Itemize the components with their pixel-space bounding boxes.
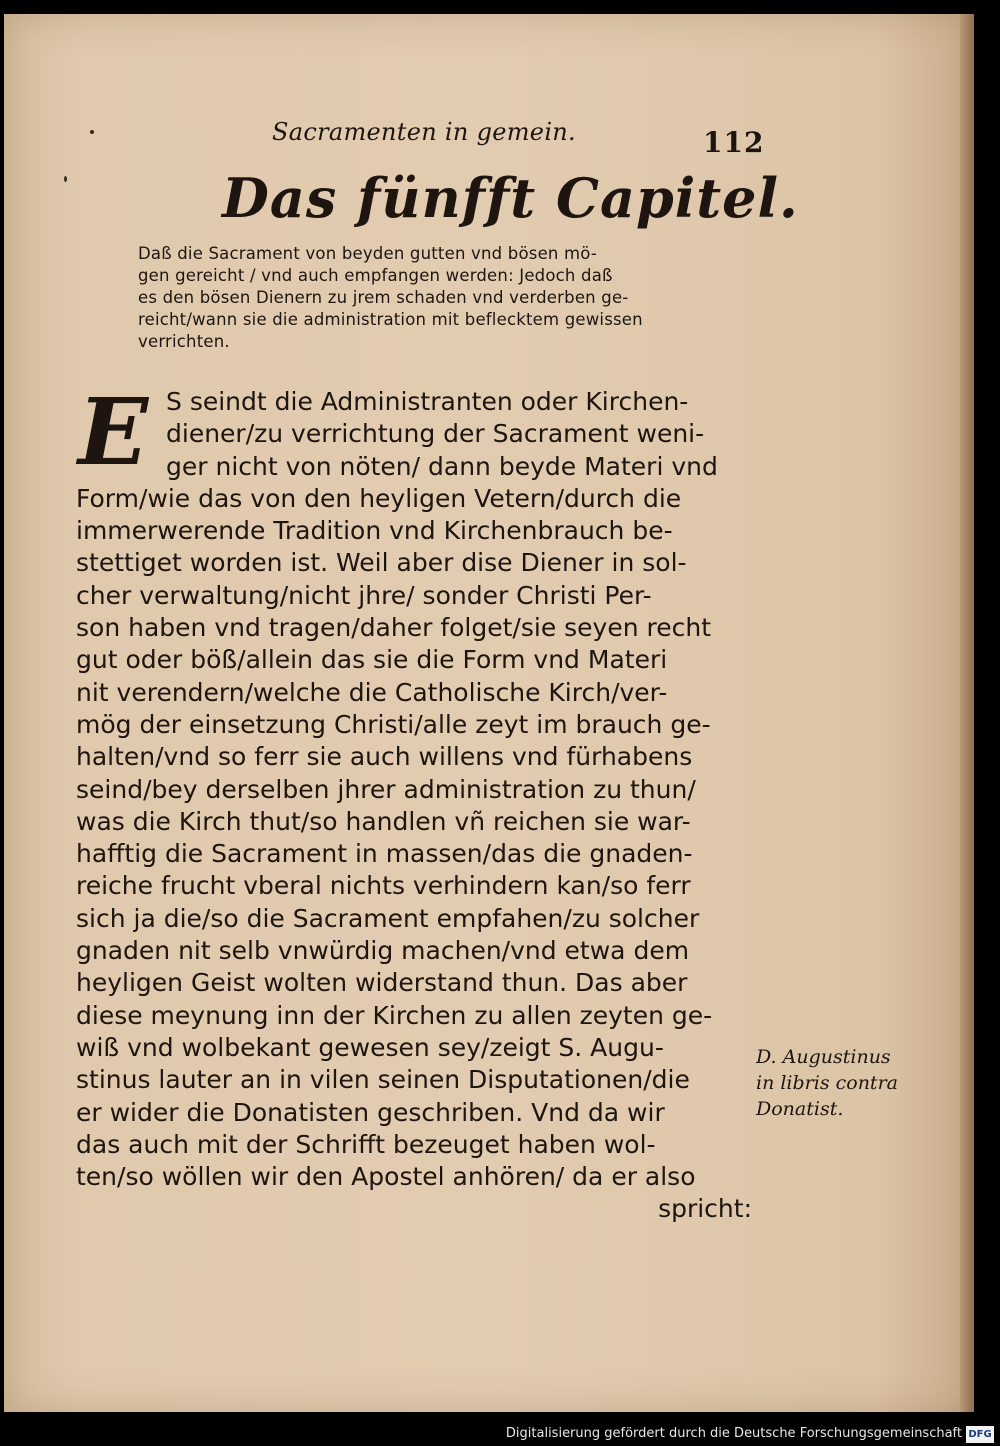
marginal-note-line: D. Augustinus — [756, 1046, 891, 1068]
running-head: Sacramenten in gemein. — [272, 118, 576, 146]
marginal-note — [756, 1044, 916, 1122]
summary-line: gen gereicht / vnd auch empfangen werden: Jedoch daß — [138, 266, 613, 285]
marginal-note-line: Donatist. — [756, 1098, 844, 1120]
body-line: ten/so wöllen wir den Apostel anhören/ da er also — [76, 1162, 696, 1192]
body-line: immerwerende Tradition vnd Kirchenbrauch be- — [76, 516, 673, 546]
summary-line: reicht/wann sie die administration mit beflecktem gewissen — [138, 310, 643, 329]
body-line: diese meynung inn der Kirchen zu allen zeyten ge- — [76, 1000, 713, 1030]
catchword: spricht: — [658, 1194, 752, 1224]
ink-speck — [64, 176, 67, 182]
body-line: diener/zu verrichtung der Sacrament weni- — [166, 419, 705, 449]
body-line: Form/wie das von den heyligen Vetern/durch die — [76, 483, 682, 513]
digitization-footer — [0, 1424, 1000, 1446]
body-line: stinus lauter an in vilen seinen Disputationen/die — [76, 1065, 690, 1095]
marginal-note-line: in libris contra — [756, 1072, 898, 1094]
ink-speck — [90, 130, 94, 134]
body-line: nit verendern/welche die Catholische Kirch/ver- — [76, 677, 668, 707]
body-text — [76, 378, 756, 1226]
summary-line: verrichten. — [138, 332, 230, 351]
body-line: er wider die Donatisten geschriben. Vnd da wir — [76, 1097, 665, 1127]
body-line: das auch mit der Schrifft bezeuget haben wol- — [76, 1129, 656, 1159]
page-edge-shadow — [960, 14, 974, 1412]
body-line: seind/bey derselben jhrer administration zu thun/ — [76, 774, 696, 804]
dfg-logo: DFG — [966, 1426, 994, 1443]
chapter-summary — [138, 243, 704, 353]
body-line: halten/vnd so ferr sie auch willens vnd fürhabens — [76, 742, 693, 772]
body-line: gnaden nit selb vnwürdig machen/vnd etwa dem — [76, 936, 690, 966]
body-line: gut oder böß/allein das sie die Form vnd Materi — [76, 645, 668, 675]
body-line: ger nicht von nöten/ dann beyde Materi vnd — [166, 451, 718, 481]
body-line: wiß vnd wolbekant gewesen sey/zeigt S. Augu- — [76, 1032, 664, 1062]
footer-credit: Digitalisierung gefördert durch die Deutsche Forschungsgemeinschaft — [505, 1426, 962, 1441]
body-line: reiche frucht vberal nichts verhindern kan/so ferr — [76, 871, 691, 901]
body-line: hafftig die Sacrament in massen/das die gnaden- — [76, 839, 693, 869]
page-number: 112 — [703, 126, 765, 159]
body-line: stettiget worden ist. Weil aber dise Diener in sol- — [76, 548, 687, 578]
decorated-initial: E — [78, 378, 149, 486]
body-line: heyligen Geist wolten widerstand thun. Das aber — [76, 968, 688, 998]
summary-line: es den bösen Dienern zu jrem schaden vnd verderben ge- — [138, 288, 629, 307]
chapter-title: Das fünfft Capitel. — [222, 166, 799, 230]
body-line: son haben vnd tragen/daher folget/sie seyen recht — [76, 613, 712, 643]
summary-line: Daß die Sacrament von beyden gutten vnd bösen mö- — [138, 244, 598, 263]
body-line: was die Kirch thut/so handlen vñ reichen sie war- — [76, 806, 691, 836]
body-line: cher verwaltung/nicht jhre/ sonder Christi Per- — [76, 580, 652, 610]
body-line: mög der einsetzung Christi/alle zeyt im brauch ge- — [76, 709, 711, 739]
body-line: sich ja die/so die Sacrament empfahen/zu solcher — [76, 903, 700, 933]
body-line: S seindt die Administranten oder Kirchen- — [166, 387, 689, 416]
